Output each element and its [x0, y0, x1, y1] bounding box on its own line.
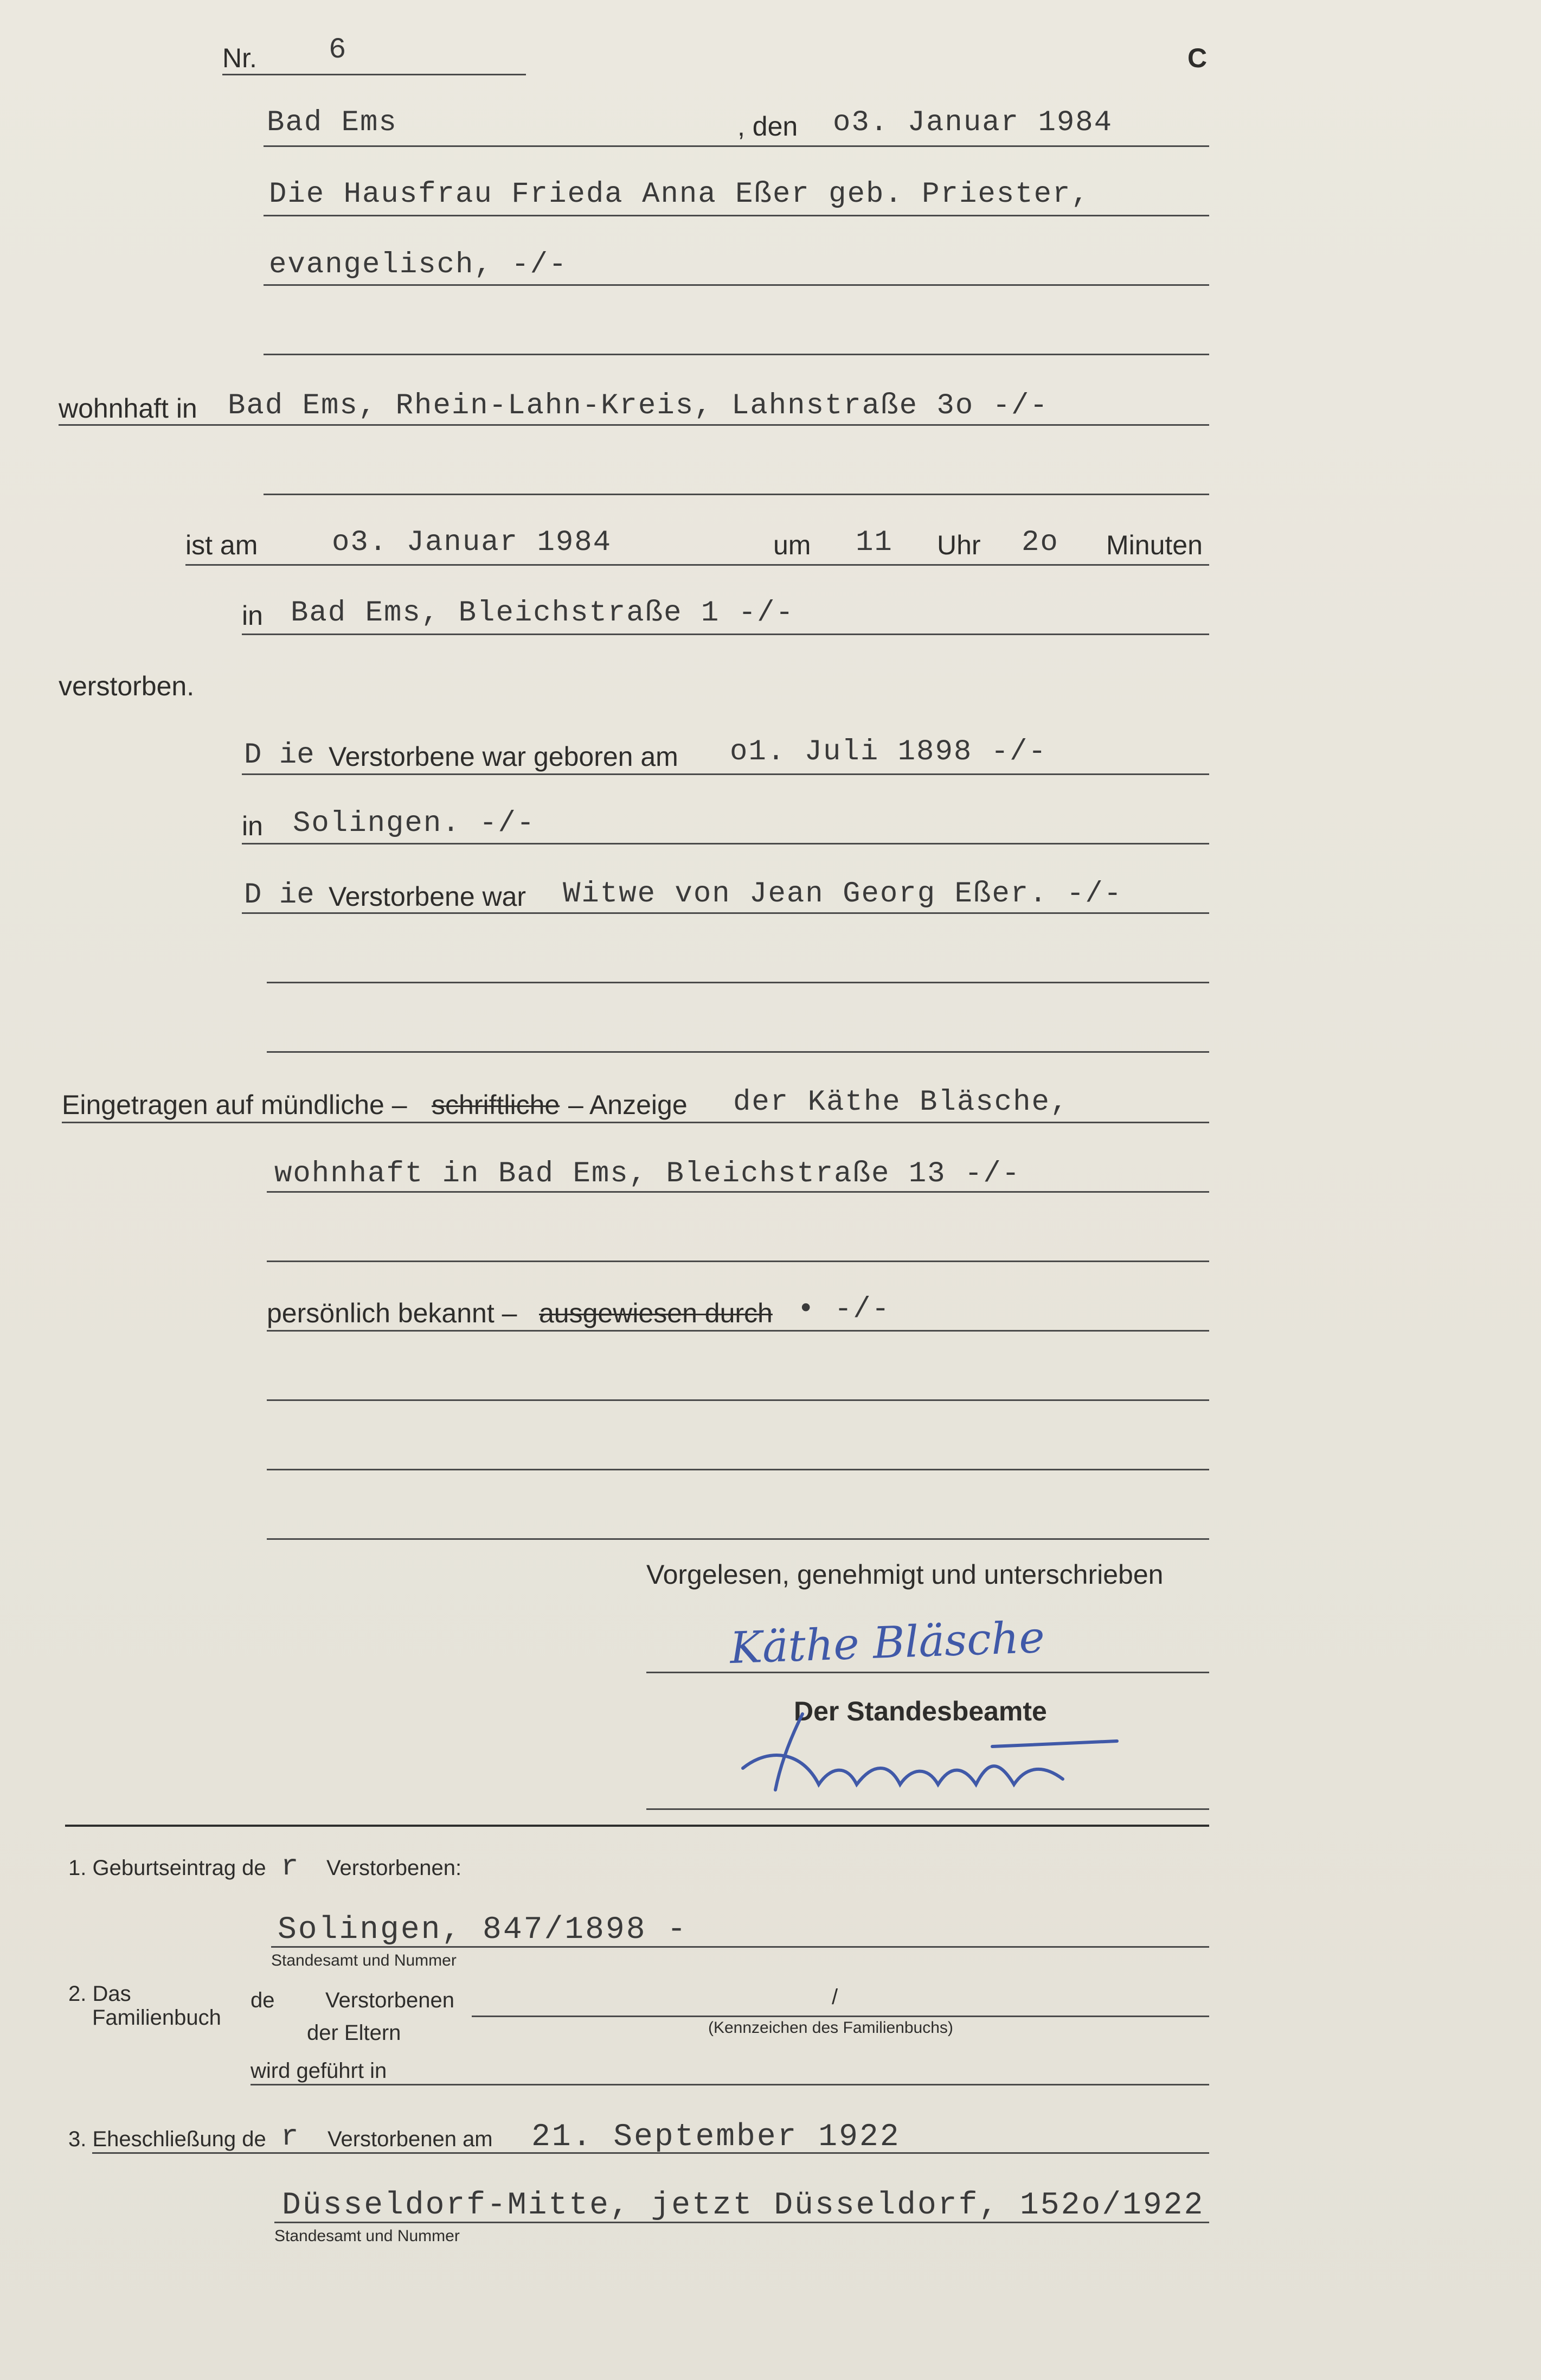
known-value: • -/- [797, 1293, 891, 1326]
registration-underline-2 [267, 1191, 1209, 1193]
birth-entry-underline [271, 1946, 1209, 1948]
death-date-underline [185, 564, 1209, 566]
birth-prefix: D ie [244, 739, 314, 772]
entry-date: o3. Januar 1984 [833, 106, 1113, 139]
death-in-label: in [242, 600, 263, 631]
death-hour: 11 [856, 526, 893, 559]
known-struck: ausgewiesen durch [539, 1298, 773, 1328]
place-value: Bad Ems [267, 106, 397, 139]
known-label: persönlich bekannt – [267, 1298, 517, 1328]
marriage-date: 21. September 1922 [531, 2120, 901, 2155]
birth-label: Verstorbene war geboren am [329, 741, 678, 772]
den-label: , den [737, 111, 798, 142]
signature-underline-1 [646, 1672, 1209, 1673]
blank-underline-4 [267, 1051, 1209, 1053]
footer-separator [65, 1825, 1209, 1827]
ist-am-label: ist am [185, 530, 258, 560]
family-book-de: de [251, 1988, 275, 2012]
read-approved-label: Vorgelesen, genehmigt und unterschrieben [646, 1559, 1164, 1590]
signature-underline-2 [646, 1808, 1209, 1810]
family-book-underline [472, 2016, 1209, 2017]
marriage-place: Düsseldorf-Mitte, jetzt Düsseldorf, 152o/1922 [282, 2188, 1205, 2223]
marriage-letter: r [281, 2121, 300, 2154]
birth-date-underline [242, 773, 1209, 775]
known-underline [267, 1330, 1209, 1332]
birth-entry-caption: Standesamt und Nummer [271, 1952, 457, 1969]
informant-signature: Käthe Bläsche [729, 1611, 1046, 1674]
blank-underline-1 [264, 354, 1209, 355]
blank-underline-2 [264, 494, 1209, 495]
birth-place: Solingen. -/- [293, 807, 536, 840]
person-underline-2 [264, 284, 1209, 286]
status-underline [242, 912, 1209, 914]
marriage-label-b: Verstorbenen am [328, 2127, 493, 2151]
death-place: Bad Ems, Bleichstraße 1 -/- [291, 597, 794, 630]
official-label: Der Standesbeamte [794, 1696, 1047, 1726]
verstorben-label: verstorben. [59, 671, 195, 701]
nr-label: Nr. [222, 43, 257, 73]
residence-value: Bad Ems, Rhein-Lahn-Kreis, Lahnstraße 3o -/- [228, 389, 1049, 423]
person-underline-1 [264, 215, 1209, 216]
nr-underline [222, 74, 526, 75]
family-book-slash: / [832, 1985, 838, 2009]
family-book-verstorbenen: Verstorbenen [325, 1988, 454, 2012]
registration-underline-1 [62, 1122, 1209, 1123]
family-book-eltern: der Eltern [307, 2021, 401, 2045]
blank-underline-3 [267, 982, 1209, 983]
birth-date: o1. Juli 1898 -/- [730, 735, 1047, 769]
family-book-kept-underline [251, 2084, 1209, 2085]
birth-entry-value: Solingen, 847/1898 - [278, 1912, 688, 1948]
blank-underline-8 [267, 1538, 1209, 1540]
status-value: Witwe von Jean Georg Eßer. -/- [563, 878, 1123, 911]
blank-underline-6 [267, 1399, 1209, 1401]
family-book-caption: (Kennzeichen des Familienbuchs) [708, 2019, 953, 2037]
status-label: Verstorbene war [329, 881, 526, 912]
marriage-label-a: 3. Eheschließung de [68, 2127, 266, 2151]
blank-underline-7 [267, 1469, 1209, 1470]
family-book-label-b: Familienbuch [92, 2006, 221, 2030]
birth-entry-label-a: 1. Geburtseintrag de [68, 1856, 266, 1880]
nr-value: 6 [329, 34, 348, 67]
birth-entry-letter: r [281, 1851, 300, 1884]
birth-place-underline [242, 843, 1209, 844]
residence-underline [59, 424, 1209, 426]
person-line2: evangelisch, -/- [269, 248, 568, 281]
death-date: o3. Januar 1984 [332, 526, 612, 559]
person-line1: Die Hausfrau Frieda Anna Eßer geb. Priester, [269, 178, 1090, 211]
registration-label-struck: schriftliche [432, 1090, 560, 1120]
marriage-date-underline [92, 2152, 1209, 2154]
informant-name: der Käthe Bläsche, [733, 1086, 1069, 1119]
family-book-label-a: 2. Das [68, 1982, 131, 2006]
official-signature-graphic [737, 1703, 1128, 1806]
family-book-kept-in: wird geführt in [251, 2059, 387, 2083]
registration-label-a: Eingetragen auf mündliche – [62, 1090, 407, 1120]
blank-underline-5 [267, 1261, 1209, 1262]
status-prefix: D ie [244, 879, 314, 912]
informant-address: wohnhaft in Bad Ems, Bleichstraße 13 -/- [274, 1157, 1021, 1191]
minuten-label: Minuten [1106, 530, 1203, 560]
death-place-underline [242, 634, 1209, 635]
birth-entry-label-b: Verstorbenen: [326, 1856, 462, 1880]
place-date-underline [264, 145, 1209, 147]
uhr-label: Uhr [937, 530, 981, 560]
marriage-place-underline [274, 2222, 1209, 2223]
residence-label: wohnhaft in [59, 393, 197, 424]
registration-label-b: – Anzeige [568, 1090, 688, 1120]
birth-in-label: in [242, 811, 263, 841]
marriage-caption: Standesamt und Nummer [274, 2227, 460, 2245]
series-letter: C [1187, 43, 1208, 73]
death-minutes: 2o [1022, 526, 1059, 559]
um-label: um [773, 530, 811, 560]
